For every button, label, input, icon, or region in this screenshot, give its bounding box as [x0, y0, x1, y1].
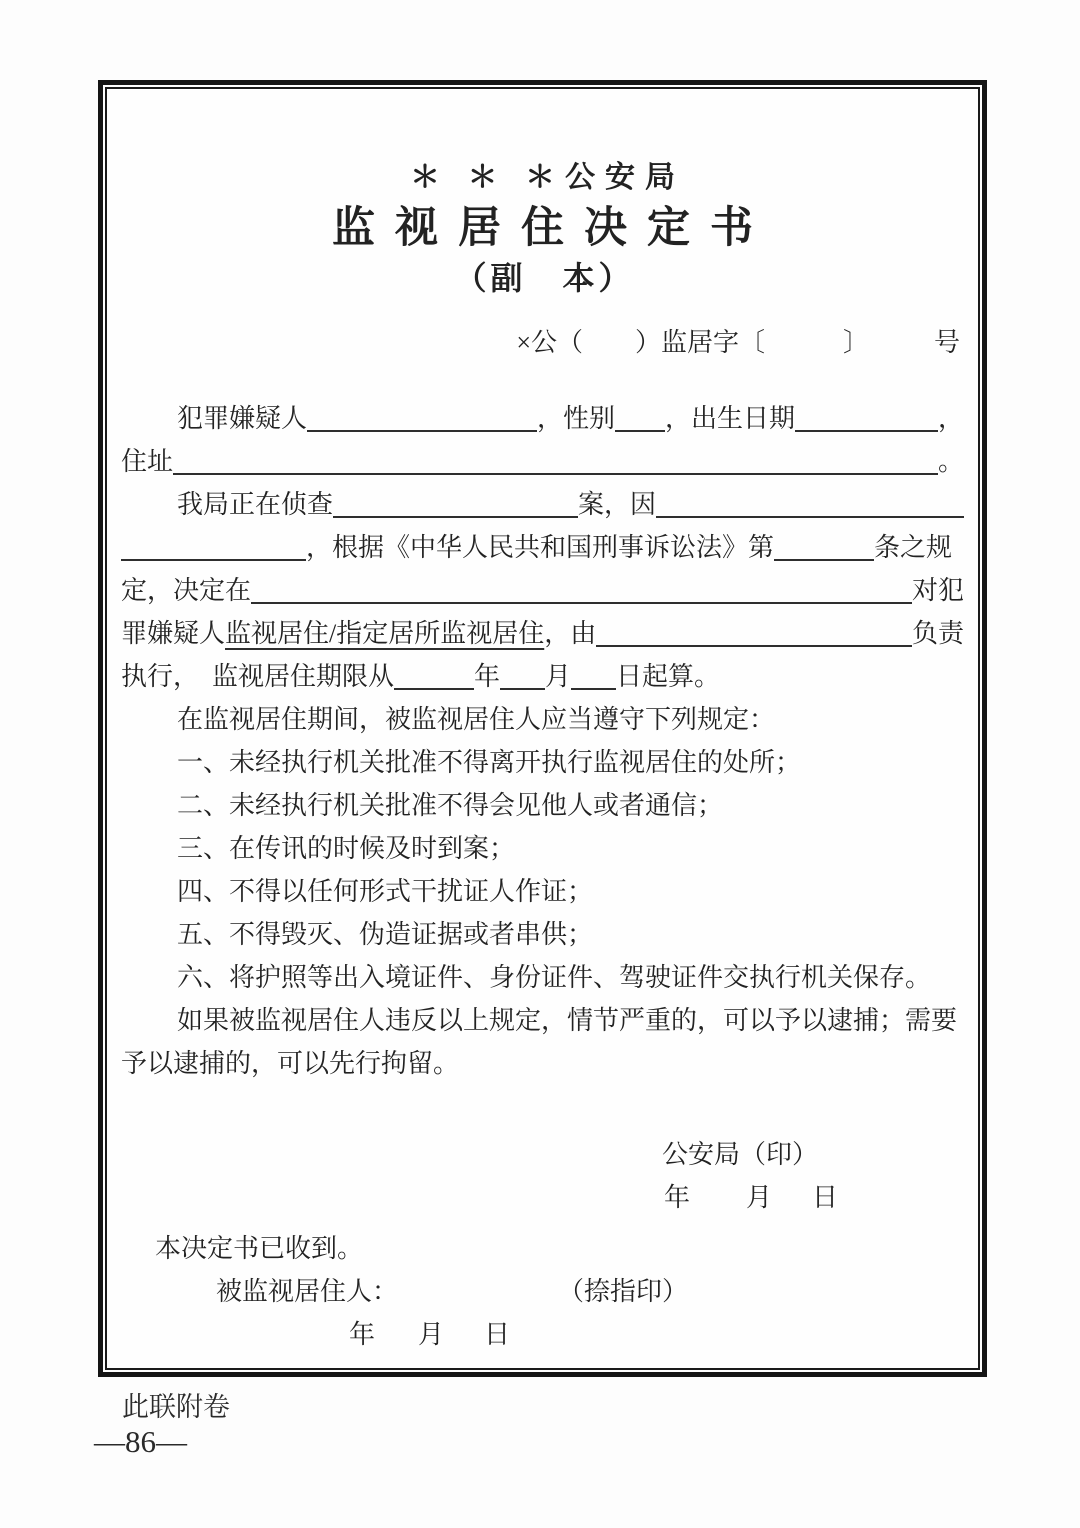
attachment-note: 此联附卷: [122, 1392, 230, 1422]
form-line: [121, 1042, 964, 1085]
line-text: ，根据《中华人民共和国刑事诉讼法》第: [306, 533, 775, 562]
form-line: [121, 1133, 964, 1176]
line-text: 予以逮捕的，可以先行拘留。: [121, 1049, 460, 1078]
line-text: 二、未经执行机关批准不得会见他人或者通信；: [177, 791, 724, 820]
line-text: 定，决定在: [121, 576, 252, 605]
line-text: 五、不得毁灭、伪造证据或者串供；: [177, 920, 594, 949]
line-text: ，出生日期: [665, 404, 796, 433]
line-text: 公安局（印）: [662, 1140, 819, 1169]
form-line: [121, 1270, 964, 1313]
copy-label: （副 本）: [454, 260, 635, 296]
document-content: [105, 87, 980, 1370]
form-line: [121, 827, 964, 870]
blank-field: [774, 559, 874, 561]
form-body: [121, 397, 964, 1356]
line-text: ，: [937, 404, 964, 433]
form-line: [121, 913, 964, 956]
line-text: 日起算。: [616, 662, 721, 691]
blank-field: [656, 516, 964, 518]
form-line: [121, 569, 964, 612]
document-frame: [98, 80, 987, 1377]
blank-field: [251, 602, 912, 604]
line-text: ，性别: [537, 404, 616, 433]
line-text: 犯罪嫌疑人: [177, 404, 308, 433]
line-text: 四、不得以任何形式干扰证人作证；: [177, 877, 594, 906]
blank-field: [394, 688, 474, 690]
line-text: 日: [484, 1320, 511, 1349]
line-text: 一、未经执行机关批准不得离开执行监视居住的处所；: [177, 748, 802, 777]
form-line: [121, 956, 964, 999]
agency-line: ＊ ＊ ＊公安局: [410, 161, 685, 194]
form-line: [121, 1313, 964, 1356]
blank-field: [795, 430, 938, 432]
line-text: ，由: [544, 619, 597, 648]
form-line: [121, 440, 964, 483]
form-line: [121, 870, 964, 913]
line-text: 对犯: [911, 576, 964, 605]
blank-field: [500, 688, 545, 690]
line-text: 年: [474, 662, 501, 691]
line-text: 月: [746, 1183, 773, 1212]
line-text: 三、在传讯的时候及时到案；: [177, 834, 516, 863]
line-text: 执行， 监视居住期限从: [121, 662, 395, 691]
line-text: 案，因: [578, 490, 657, 519]
line-text: 六、将护照等出入境证件、身份证件、驾驶证件交执行机关保存。: [177, 963, 932, 992]
form-line: [121, 655, 964, 698]
form-line: [121, 1227, 964, 1270]
form-line: [121, 698, 964, 741]
document-title: 监视居住决定书: [332, 205, 773, 252]
line-text: 罪嫌疑人: [121, 619, 226, 648]
blank-field: [615, 430, 665, 432]
line-text: 。: [937, 447, 964, 476]
blank-field: [596, 645, 912, 647]
blank-field: [307, 430, 537, 432]
line-text: 负责: [911, 619, 964, 648]
line-text: 条之规: [874, 533, 953, 562]
page-number: —86—: [94, 1424, 187, 1459]
line-text: 年: [664, 1183, 691, 1212]
blank-field: [173, 473, 938, 475]
form-line: [121, 741, 964, 784]
form-line: [121, 999, 964, 1042]
line-text: 在监视居住期间，被监视居住人应当遵守下列规定：: [177, 705, 776, 734]
line-text: 我局正在侦查: [177, 490, 334, 519]
blank-field: [121, 559, 306, 561]
blank-field: [333, 516, 578, 518]
form-line: [121, 612, 964, 655]
blank-field: [571, 688, 616, 690]
line-text: 住址: [121, 447, 174, 476]
line-text: 月: [418, 1320, 445, 1349]
form-line: [121, 483, 964, 526]
form-line: [121, 526, 964, 569]
line-text: 日: [812, 1183, 839, 1212]
line-text: （捺指印）: [558, 1277, 689, 1306]
line-text: 被监视居住人：: [216, 1277, 399, 1306]
line-text: 本决定书已收到。: [155, 1234, 364, 1263]
line-text: 月: [545, 662, 572, 691]
document-number-line: ×公（ ）监居字〔 〕 号: [516, 328, 960, 357]
form-line: [121, 397, 964, 440]
line-text: 如果被监视居住人违反以上规定，情节严重的，可以予以逮捕；需要: [177, 1006, 958, 1035]
underlined-text: 监视居住/指定居所监视居住: [225, 619, 545, 648]
form-line: [121, 1176, 964, 1219]
line-text: 年: [349, 1320, 376, 1349]
form-line: [121, 784, 964, 827]
